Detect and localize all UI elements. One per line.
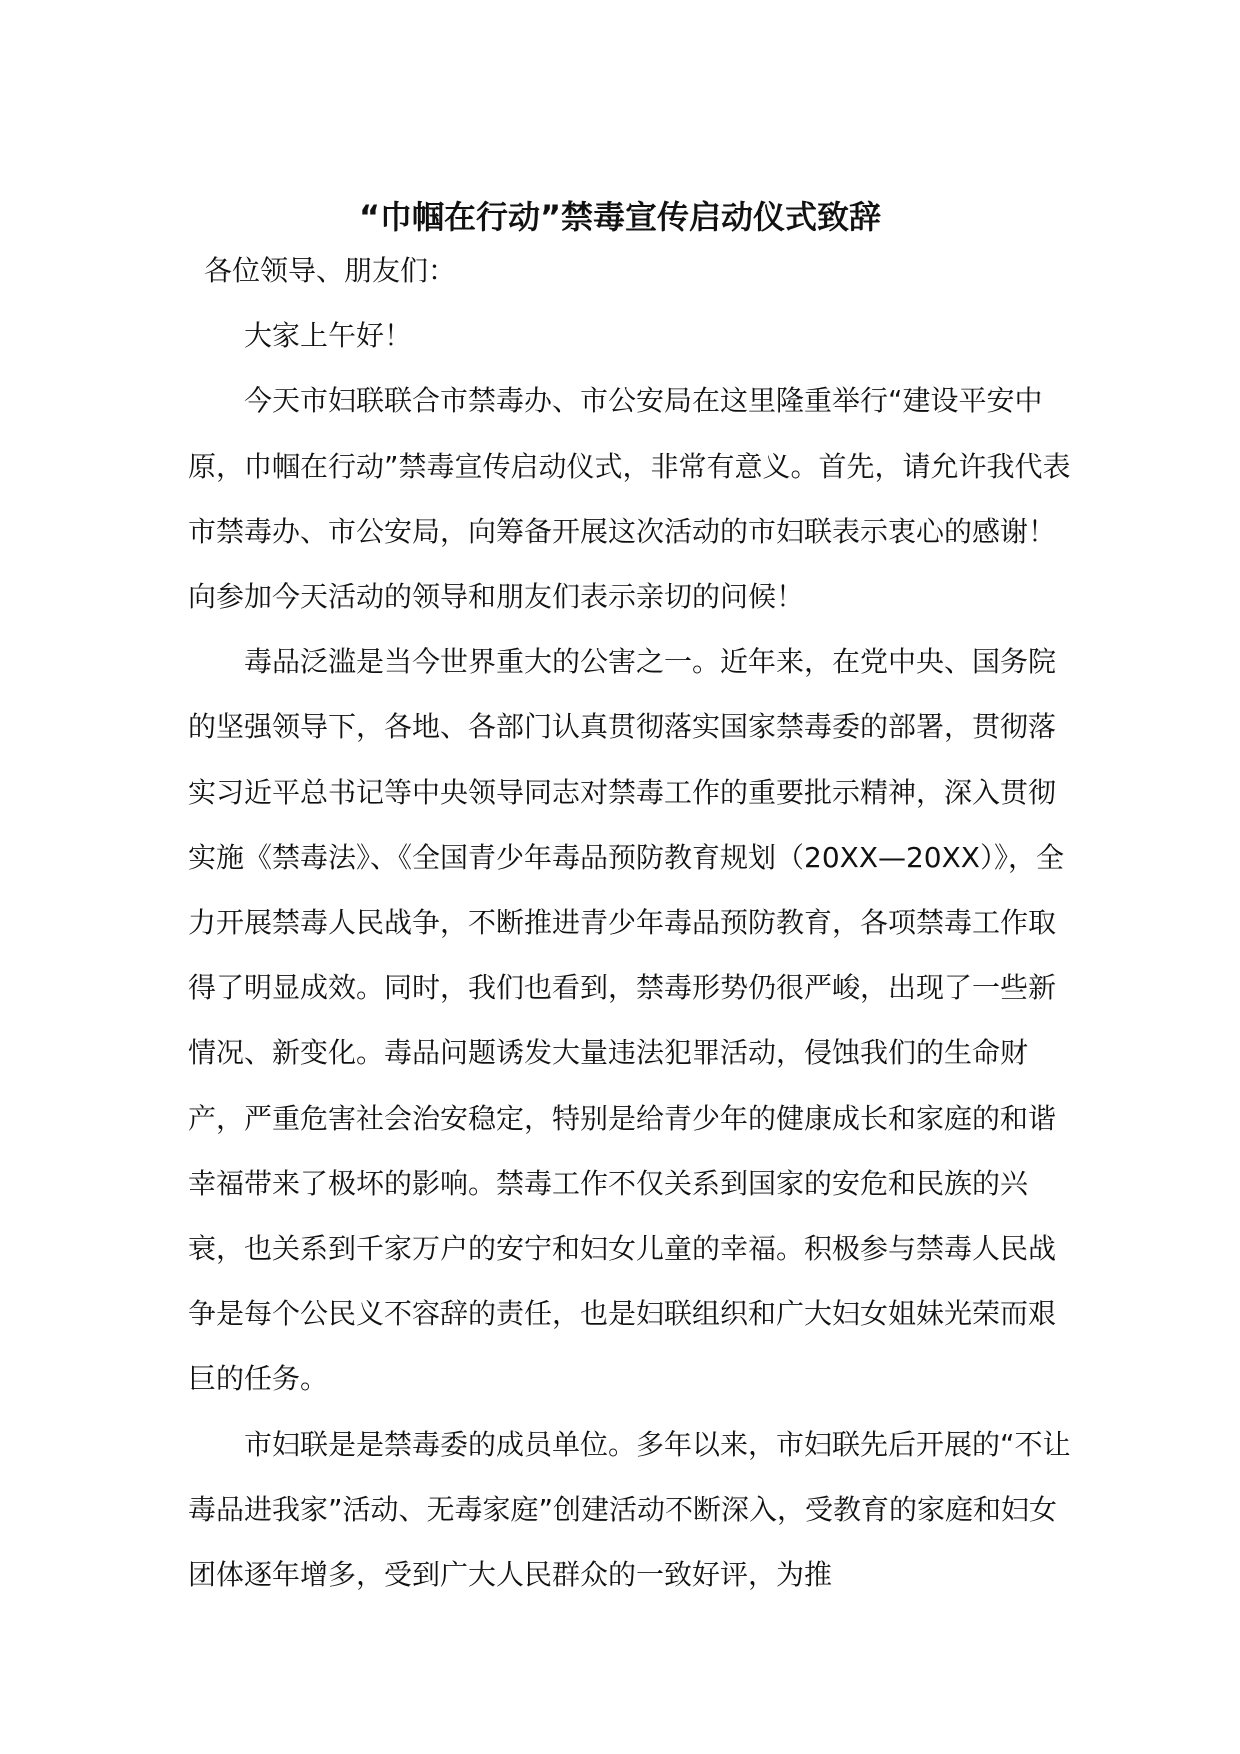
paragraph-drug-situation: 毒品泛滥是当今世界重大的公害之一。近年来，在党中央、国务院的坚强领导下，各地、各部门认真贯彻落实国家禁毒委的部署，贯彻落实习近平总书记等中央领导同志对禁毒工作的重要批示精神，深入贯彻实施《禁毒法》、《全国青少年毒品预防教育规划（20XX—20XX）》，全力开展禁毒人民战争，不断推进青少年毒品预防教育，各项禁毒工作取得了明显成效。同时，我们也看到，禁毒形势仍很严峻，出现了一些新情况、新变化。毒品问题诱发大量违法犯罪活动，侵蚀我们的生命财产，严重危害社会治安稳定，特别是给青少年的健康成长和家庭的和谐幸福带来了极坏的影响。禁毒工作不仅关系到国家的安危和民族的兴衰，也关系到千家万户的安宁和妇女儿童的幸福。积极参与禁毒人民战争是每个公民义不容辞的责任，也是妇联组织和广大妇女姐妹光荣而艰巨的任务。 [188,645,1064,1396]
document-body [188,238,1078,1607]
paragraph-womens-federation: 市妇联是是禁毒委的成员单位。多年以来，市妇联先后开展的“不让毒品进我家”活动、无毒家庭”创建活动不断深入，受教育的家庭和妇女团体逐年增多，受到广大人民群众的一致好评，为推 [188,1427,1071,1592]
paragraph-greeting: 大家上午好！ [244,319,413,353]
salutation: 各位领导、朋友们： [204,254,457,287]
document-title: “巾帼在行动”禁毒宣传启动仪式致辞 [358,198,882,237]
paragraph-opening: 今天市妇联联合市禁毒办、市公安局在这里隆重举行“建设平安中原，巾帼在行动”禁毒宣传启动仪式，非常有意义。首先，请允许我代表市禁毒办、市公安局，向筹备开展这次活动的市妇联表示衷心的感谢！向参加今天活动的领导和朋友们表示亲切的问候！ [188,384,1071,614]
